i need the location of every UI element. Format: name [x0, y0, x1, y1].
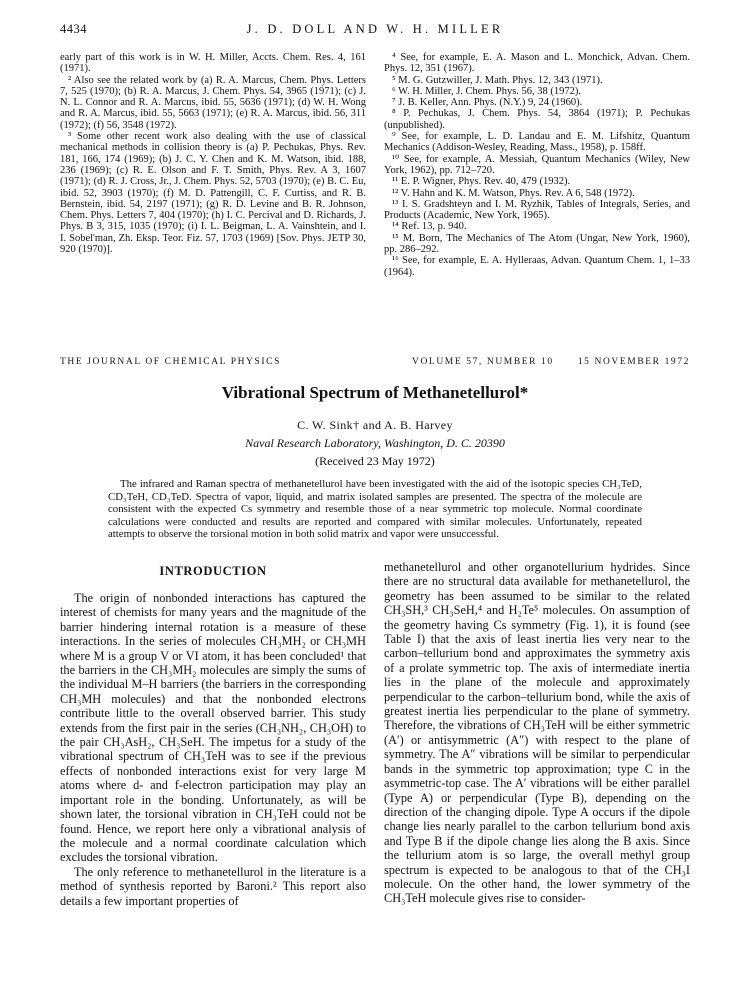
received-date: (Received 23 May 1972): [315, 454, 435, 468]
reference-item: ⁸ P. Pechukas, J. Chem. Phys. 54, 3864 (1971); P. Pechukas (unpublished).: [384, 108, 690, 131]
reference-item: ⁶ W. H. Miller, J. Chem. Phys. 56, 38 (1972).: [392, 85, 582, 97]
reference-item: ¹⁵ M. Born, The Mechanics of The Atom (Ungar, New York, 1960), pp. 286–292.: [384, 232, 690, 256]
journal-masthead: [60, 357, 690, 371]
reference-item: ¹⁴ Ref. 13, p. 940.: [392, 221, 467, 233]
running-head: [60, 22, 690, 38]
abstract: The infrared and Raman spectra of methanetellurol have been investigated with the aid of the isotopic species CH₃TeD, CD₃TeH, CD₃TeD. Spectra of vapor, liquid, and matrix isolated samples are presented. The spectra of the molecule are consistent with the expected Cs symmetry and resemble those of a near symmetric top molecule. Normal coordinate calculations were conducted and results are reported and compared with similar molecules. Unfortunately, repeated attempts to observe the torsional motion in both solid matrix and vapor were unsuccessful.: [108, 478, 642, 540]
body-left-column: [60, 560, 366, 990]
reference-item: ² Also see the related work by (a) R. A. Marcus, Chem. Phys. Letters 7, 525 (1970); (b) R. A. Marcus, J. Chem. Phys. 54, 3965 (1971); (c) J. N. L. Connor and R. A. Marcus, ibid. 55, 5636 (1971); (d) W. H. Wong and R. A. Marcus, ibid. 55, 5663 (1971); (e) R. A. Marcus, ibid. 56, 311 (1972); (f) 56, 3548 (1972).: [60, 74, 366, 131]
page-number: 4434: [60, 22, 87, 36]
reference-item: ⁵ M. G. Gutzwiller, J. Math. Phys. 12, 343 (1971).: [392, 74, 603, 86]
reference-item: ⁴ See, for example, E. A. Mason and L. Monchick, Advan. Chem. Phys. 12, 351 (1967).: [384, 52, 690, 75]
reference-item: ¹³ I. S. Gradshteyn and I. M. Ryzhik, Tables of Integrals, Series, and Products (Academic, New York, 1965).: [384, 198, 690, 222]
journal-date: 15 NOVEMBER 1972: [577, 357, 690, 367]
references-right-column: [384, 52, 690, 344]
section-heading-introduction: INTRODUCTION: [159, 564, 267, 578]
body-paragraph: methanetellurol and other organotellurium hydrides. Since there are no structural data available for methanetellurol, the geometry has been assumed to be similar to the related CH₃SH,³ CH₃SeH,⁴ and H₂Te⁵ molecules. On assumption of the geometry having Cs symmetry (Fig. 1), it is found (see Table I) that the axis of least inertia lies very near to the carbon–tellurium bond and approximates the symmetry axis of a prolate symmetric top. The axis of intermediate inertia lies in the plane of the molecule and approximately perpendicular to the carbon–tellurium bond, while the axis of greatest inertia lies perpendicular to the plane of symmetry. Therefore, the vibrations of CH₃TeH will be either symmetric (A′) or antisymmetric (A″) with respect to the plane of symmetry. The A″ vibrations will be similar to perpendicular bands in the symmetric top approximation; type C in the asymmetric-top case. The A′ vibrations will be either parallel (Type A) or perpendicular (Type B), depending on the direction of the changing dipole. Type A occurs if the dipole change lies nearly parallel to the carbon tellurium bond axis and Type B if the dipole change lies along the B axis. Since the tellurium atom is so large, the overall methyl group spectrum is expected to be analogous to that of the CH₃I molecule. On the other hand, the lower symmetry of the CH₃TeH molecule gives rise to consider-: [384, 560, 690, 906]
body-paragraph: The origin of nonbonded interactions has captured the interest of chemists for many years and the magnitude of the barrier hindering internal rotation is a measure of these interactions. In the series of molecules CH₃MH₂ or CH₃MH where M is a group V or VI atom, it has been concluded¹ that the barriers in the CH₃MH₂ molecules are simply the sums of the individual M–H barriers (the barriers in the corresponding CH₃MH molecules) and that the nonbonded electrons contribute little to the overall observed barrier. This study extends from the first pair in the series (CH₃NH₂, CH₃OH) to the pair CH₃AsH₂, CH₃SeH. The impetus for a study of the vibrational spectrum of CH₃TeH was to see if the previous effects of nonbonded interactions exist for very large M atoms where d- and f-electron participation may play an important role in the bonding. Unfortunately, as will be shown later, the torsional vibration in CH₃TeH could not be found. Hence, we report here only a vibrational analysis of the molecule and a normal coordinate calculation which excludes the torsional vibration.: [60, 591, 366, 865]
reference-item: ¹² V. Hahn and K. M. Watson, Phys. Rev. A 6, 548 (1972).: [392, 187, 635, 199]
reference-item: ¹⁰ See, for example, A. Messiah, Quantum Mechanics (Wiley, New York, 1962), pp. 712–720.: [384, 153, 690, 176]
reference-item: ³ Some other recent work also dealing with the use of classical mechanical methods in collision theory is (a) P. Pechukas, Phys. Rev. 181, 166, 174 (1969); (b) J. C. Y. Chen and K. M. Watson, ibid. 188, 236 (1969); (c) R. E. Olson and F. T. Smith, Phys. Rev. A 3, 1607 (1971); (d) R. J. Cross, Jr., J. Chem. Phys. 52, 5703 (1970); (e) B. C. Eu, ibid. 52, 3903 (1970); (f) M. D. Pattengill, C. F. Curtiss, and R. B. Bernstein, ibid. 54, 2197 (1971); (g) R. D. Levine and B. R. Johnson, Chem. Phys. Letters 7, 404 (1970); (h) I. C. Percival and D. Richards, J. Phys. B 3, 315, 1035 (1970); (i) I. L. Beigman, L. A. Vainshtein, and I. I. Sobel'man, Zh. Eksp. Teor. Fiz. 57, 1703 (1969) [Sov. Phys. JETP 30, 920 (1970)].: [60, 131, 366, 256]
reference-item: ¹⁶ See, for example, E. A. Hylleraas, Advan. Quantum Chem. 1, 1–33 (1964).: [384, 255, 690, 278]
article-affiliation: Naval Research Laboratory, Washington, D. C. 20390: [245, 436, 505, 450]
references-left-column: [60, 52, 366, 344]
article-authors: C. W. Sink† and A. B. Harvey: [297, 418, 453, 432]
journal-name: THE JOURNAL OF CHEMICAL PHYSICS: [60, 357, 281, 367]
article-title: Vibrational Spectrum of Methanetellurol*: [221, 383, 529, 402]
body-paragraph: The only reference to methanetellurol in the literature is a method of synthesis reported by Baroni.² This report also details a few important properties of: [60, 864, 366, 908]
references-section: [60, 52, 690, 344]
body-right-column: [384, 560, 690, 990]
running-head-authors: J. D. DOLL AND W. H. MILLER: [246, 22, 504, 36]
reference-item: ¹¹ E. P. Wigner, Phys. Rev. 40, 479 (1932).: [392, 176, 571, 188]
reference-item: ⁷ J. B. Keller, Ann. Phys. (N.Y.) 9, 24 (1960).: [392, 97, 583, 109]
reference-item: ⁹ See, for example, L. D. Landau and E. M. Lifshitz, Quantum Mechanics (Addison-Wesley, Reading, Mass., 1958), p. 158ff.: [384, 131, 690, 154]
reference-item: early part of this work is in W. H. Miller, Accts. Chem. Res. 4, 161 (1971).: [60, 52, 366, 75]
journal-volume: VOLUME 57, NUMBER 10: [412, 357, 554, 367]
body-left-paragraphs: [60, 591, 366, 908]
